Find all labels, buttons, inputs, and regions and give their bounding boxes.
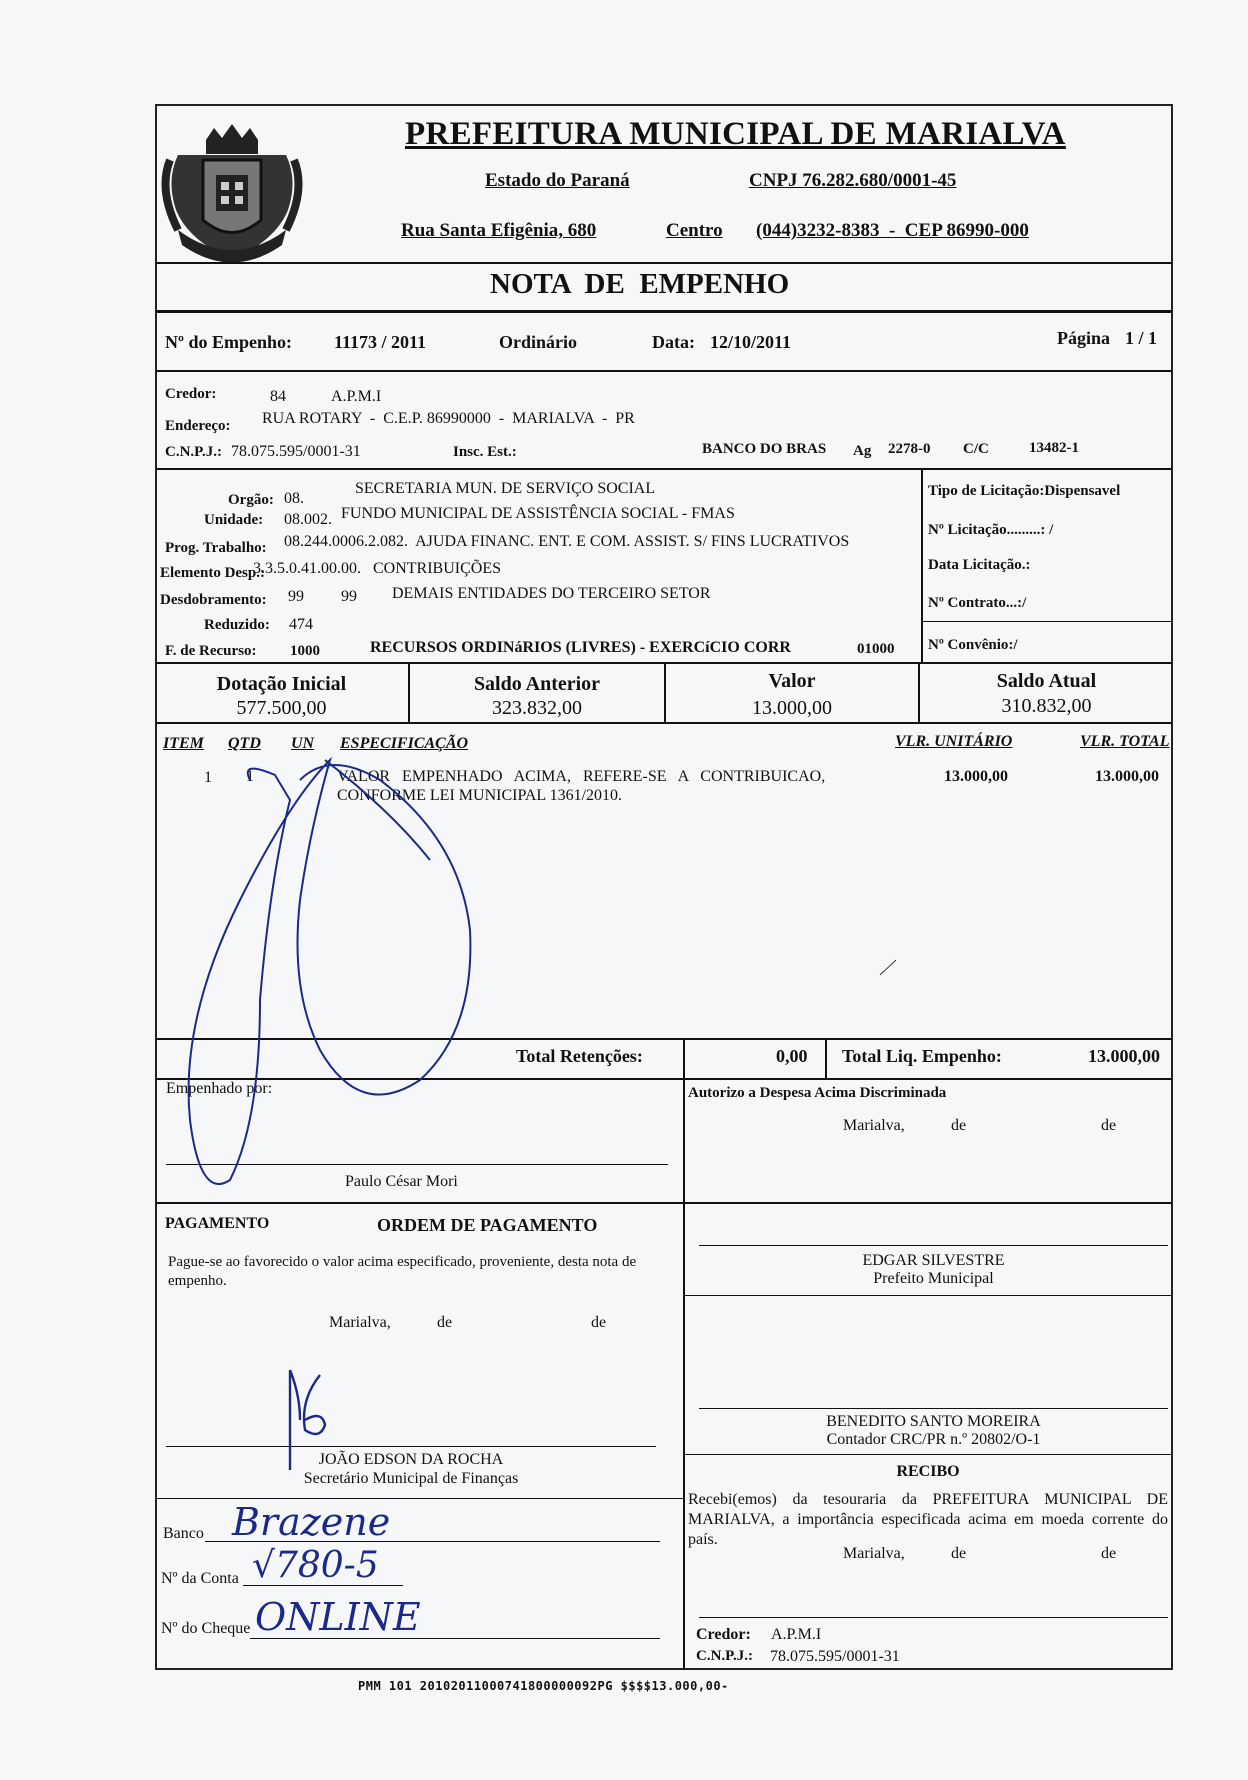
autorizo-de-2: de	[1101, 1117, 1117, 1134]
header-address: Rua Santa Efigênia, 680	[401, 220, 597, 241]
cheque-label: Nº do Cheque	[161, 1620, 251, 1637]
saldo-anterior-value: 323.832,00	[492, 697, 582, 719]
valor-value: 13.000,00	[752, 697, 832, 719]
desdobramento-a: 99	[288, 588, 304, 605]
credor-cnpj-label: C.N.P.J.:	[165, 444, 222, 460]
endereco: RUA ROTARY - C.E.P. 86990000 - MARIALVA - PR	[262, 410, 635, 427]
recibo-credor-label: Credor:	[696, 1626, 751, 1643]
conta-label: Nº da Conta	[161, 1570, 239, 1587]
reduzido-label: Reduzido:	[204, 617, 270, 633]
secretario-name: JOÃO EDSON DA ROCHA	[318, 1451, 504, 1468]
desdobramento-name: DEMAIS ENTIDADES DO TERCEIRO SETOR	[392, 585, 711, 602]
empenho-date-label: Data:	[652, 332, 695, 352]
liquido-value: 13.000,00	[1088, 1046, 1160, 1066]
col-item-header: ITEM	[163, 735, 204, 752]
pague-place: Marialva,	[329, 1314, 391, 1331]
dotacao-label: Dotação Inicial	[216, 673, 347, 695]
page-label: Página	[1057, 328, 1111, 348]
recibo-label: RECIBO	[896, 1463, 960, 1480]
header-title: PREFEITURA MUNICIPAL DE MARIALVA	[405, 116, 1066, 152]
col-spec-header: ESPECIFICAÇÃO	[340, 735, 469, 752]
autorizo-place: Marialva,	[843, 1117, 905, 1134]
desdobramento-b: 99	[341, 588, 357, 605]
document-title: NOTA DE EMPENHO	[490, 268, 790, 300]
banco-handwritten: Brazene	[232, 1500, 391, 1544]
ag-number: 2278-0	[888, 441, 931, 457]
empenho-date: 12/10/2011	[710, 332, 792, 352]
prefeito-title: Prefeito Municipal	[873, 1270, 994, 1287]
valor-label: Valor	[768, 670, 816, 692]
orgao-code: 08.	[284, 490, 304, 507]
recibo-text: Recebi(emos) da tesouraria da PREFEITURA MUNICIPAL DE MARIALVA, a importância especificada acima em moeda corrente do país.	[688, 1491, 1168, 1548]
saldo-atual-value: 310.832,00	[1001, 695, 1092, 717]
item-spec-line2: CONFORME LEI MUNICIPAL 1361/2010.	[337, 787, 623, 804]
desdobramento-label: Desdobramento:	[160, 592, 267, 608]
conta-handwritten: √780-5	[252, 1545, 379, 1586]
elemento-value: 3.3.5.0.41.00.00. CONTRIBUIÇÕES	[253, 560, 502, 577]
empenho-number: 11173 / 2011	[334, 332, 427, 352]
pen-mark	[880, 960, 896, 975]
item-unit-value: 13.000,00	[944, 768, 1008, 785]
credor-name: A.P.M.I	[331, 388, 382, 405]
recibo-place: Marialva,	[843, 1545, 905, 1562]
ordem-pagamento-label: ORDEM DE PAGAMENTO	[377, 1215, 598, 1235]
numero-contrato: Nº Contrato...:/	[928, 595, 1027, 611]
recibo-de-1: de	[951, 1545, 967, 1562]
credor-cnpj: 78.075.595/0001-31	[231, 443, 361, 460]
col-unit-header: VLR. UNITÁRIO	[895, 733, 1013, 750]
empenho-type: Ordinário	[499, 332, 578, 352]
prefeito-name: EDGAR SILVESTRE	[862, 1252, 1005, 1269]
autorizo-text: Autorizo a Despesa Acima Discriminada	[688, 1085, 947, 1101]
pague-text: Pague-se ao favorecido o valor acima especificado, proveniente, desta nota de empenho.	[168, 1254, 637, 1289]
col-qtd-header: QTD	[228, 735, 261, 752]
unidade-code: 08.002.	[284, 511, 332, 528]
orgao-label: Orgão:	[228, 492, 274, 508]
cheque-handwritten: ONLINE	[255, 1595, 421, 1639]
insc-label: Insc. Est.:	[453, 444, 517, 460]
pague-de-1: de	[437, 1314, 453, 1331]
credor-code: 84	[270, 388, 286, 405]
empenhado-label: Empenhado por:	[166, 1080, 273, 1097]
signature-loop	[189, 760, 471, 1184]
orgao-name: SECRETARIA MUN. DE SERVIÇO SOCIAL	[355, 480, 656, 497]
elemento-label: Elemento Desp.:	[160, 565, 265, 581]
recurso-label: F. de Recurso:	[165, 643, 257, 659]
contador-title: Contador CRC/PR n.º 20802/O-1	[826, 1431, 1041, 1448]
item-number: 1	[204, 769, 212, 786]
liquido-label: Total Liq. Empenho:	[842, 1046, 1002, 1066]
cc-label: C/C	[963, 441, 989, 457]
unidade-name: FUNDO MUNICIPAL DE ASSISTÊNCIA SOCIAL - FMAS	[341, 505, 735, 522]
retencoes-value: 0,00	[776, 1046, 808, 1066]
col-un-header: UN	[291, 735, 315, 752]
credor-label: Credor:	[165, 386, 217, 402]
secretario-title: Secretário Municipal de Finanças	[303, 1470, 519, 1487]
header-state: Estado do Paraná	[485, 170, 630, 191]
empenho-number-label: Nº do Empenho:	[165, 332, 292, 352]
dotacao-value: 577.500,00	[236, 697, 327, 719]
pagamento-label: PAGAMENTO	[165, 1215, 270, 1232]
numero-convenio: Nº Convênio:/	[928, 637, 1018, 653]
item-qty: 1	[246, 768, 254, 785]
header-phone-cep: (044)3232-8383 - CEP 86990-000	[756, 220, 1029, 241]
reduzido-value: 474	[289, 616, 313, 633]
banco-name: BANCO DO BRAS	[702, 441, 827, 457]
pague-de-2: de	[591, 1314, 607, 1331]
numero-licitacao: Nº Licitação.........: /	[928, 522, 1054, 538]
recibo-credor-name: A.P.M.I	[771, 1626, 822, 1643]
ag-label: Ag	[853, 443, 872, 459]
autorizo-de-1: de	[951, 1117, 967, 1134]
recibo-cnpj: 78.075.595/0001-31	[770, 1648, 900, 1665]
recibo-cnpj-label: C.N.P.J.:	[696, 1648, 753, 1664]
cc-number: 13482-1	[1029, 440, 1079, 456]
empenhado-name: Paulo César Mori	[345, 1173, 458, 1190]
saldo-anterior-label: Saldo Anterior	[473, 673, 601, 695]
item-spec-line1: VALOR EMPENHADO ACIMA, REFERE-SE A CONTRIBUICAO,	[337, 768, 826, 785]
unidade-label: Unidade:	[204, 512, 264, 528]
page-number: 1 / 1	[1125, 328, 1158, 348]
col-total-header: VLR. TOTAL	[1080, 733, 1170, 750]
banco-label: Banco	[163, 1525, 204, 1542]
prog-label: Prog. Trabalho:	[165, 540, 267, 556]
contador-name: BENEDITO SANTO MOREIRA	[826, 1413, 1041, 1430]
prog-value: 08.244.0006.2.082. AJUDA FINANC. ENT. E COM. ASSIST. S/ FINS LUCRATIVOS	[284, 533, 850, 550]
recurso-name: RECURSOS ORDINáRIOS (LIVRES) - EXERCíCIO CORR	[370, 639, 791, 656]
recibo-de-2: de	[1101, 1545, 1117, 1562]
recurso-number: 01000	[857, 641, 895, 657]
secretario-signature	[290, 1370, 325, 1470]
recurso-code: 1000	[290, 643, 320, 659]
header-district: Centro	[666, 220, 723, 241]
footer-code: PMM 101 20102011000741800000092PG $$$$13.000,00-	[358, 1679, 729, 1693]
data-licitacao: Data Licitação.:	[928, 557, 1031, 573]
header-cnpj: CNPJ 76.282.680/0001-45	[749, 170, 957, 191]
tipo-licitacao: Tipo de Licitação:Dispensavel	[928, 483, 1121, 499]
item-total-value: 13.000,00	[1095, 768, 1159, 785]
retencoes-label: Total Retenções:	[516, 1046, 643, 1066]
endereco-label: Endereço:	[165, 418, 231, 434]
saldo-atual-label: Saldo Atual	[996, 670, 1097, 692]
